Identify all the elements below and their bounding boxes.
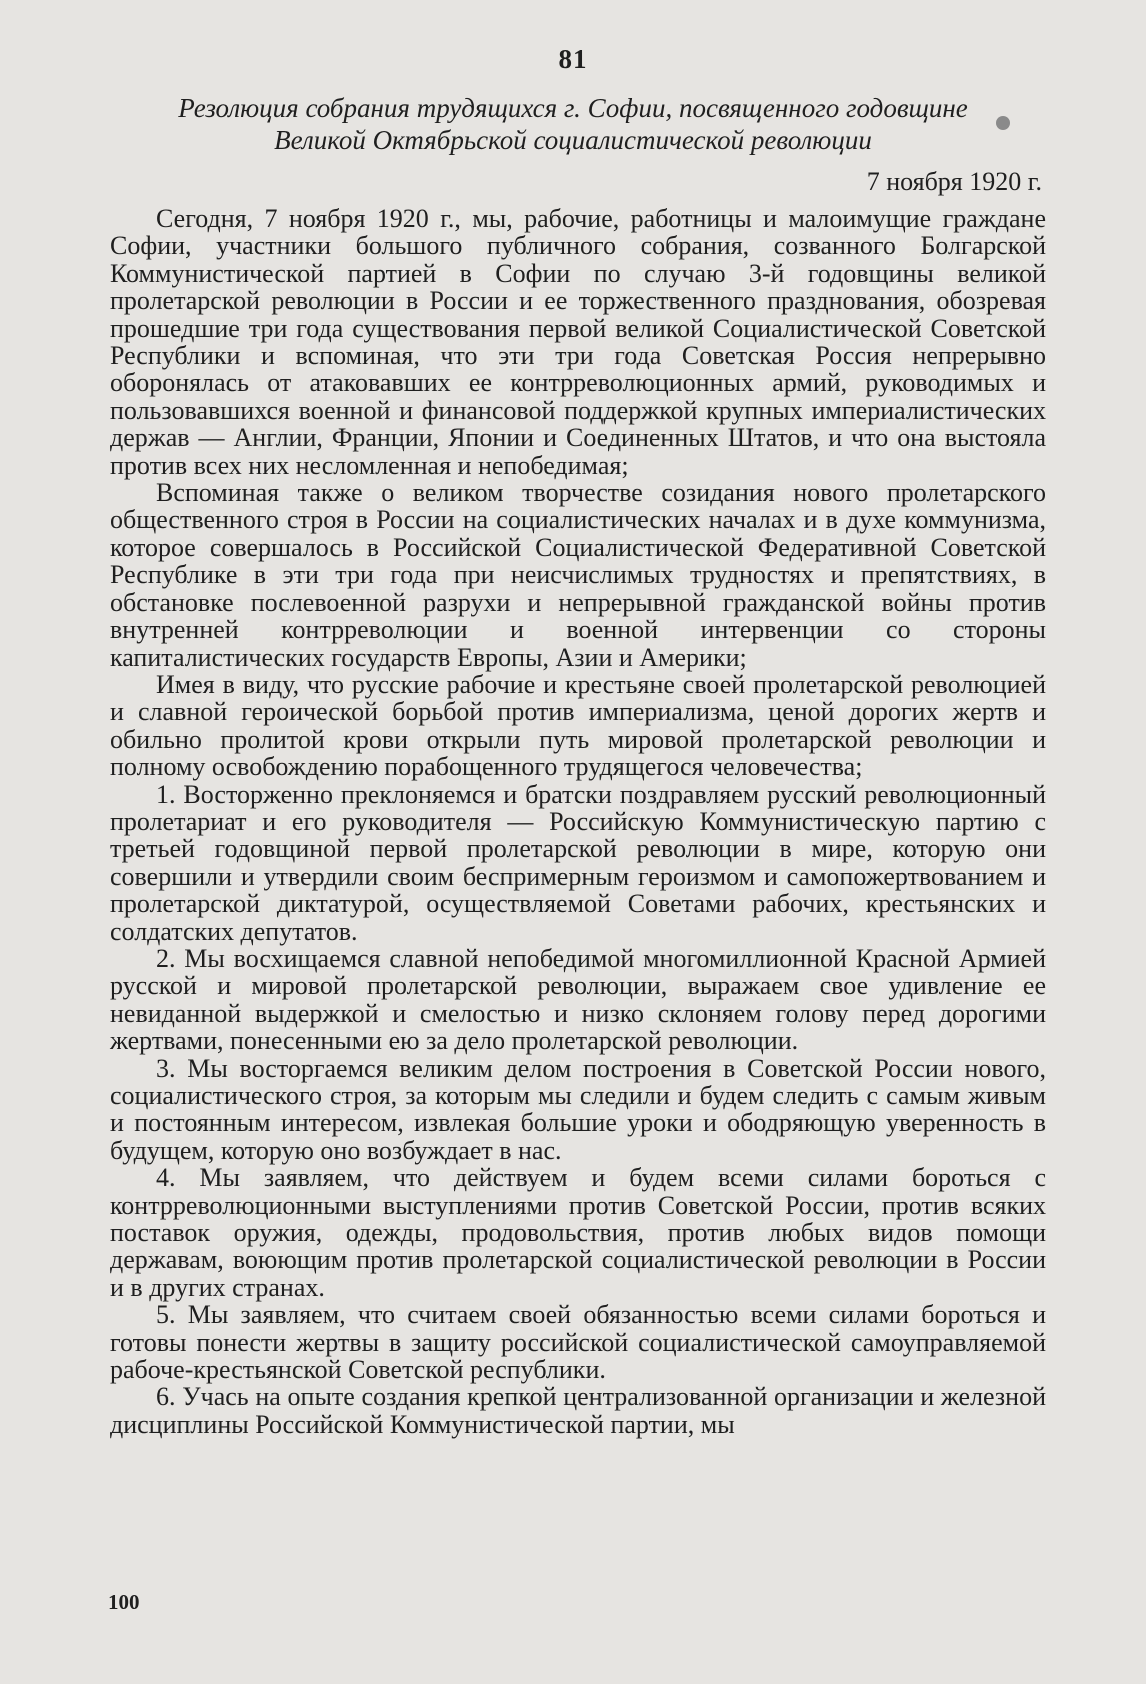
paragraph-1: Сегодня, 7 ноября 1920 г., мы, рабочие, работницы и малоимущие граждане Софии, участники большого публичного собрания, созванного Болгарской Коммунистической партией в Софии по случаю 3-й годовщины великой пролетарской революции в России и ее торжественного празднования, обозревая прошедшие три года существования первой великой Социалистической Советской Республики и вспоминая, что эти три года Советская Россия непрерывно оборонялась от атаковавших ее контрреволюционных армий, руководимых и пользовавшихся военной и финансовой поддержкой крупных империалистических держав — Англии, Франции, Японии и Соединенных Штатов, и что она выстояла против всех них несломленная и непобедимая;: [110, 204, 1046, 480]
paragraph-point-1: 1. Восторженно преклоняемся и братски поздравляем русский революционный пролетариат и его руководителя — Российскую Коммунистическую партию с третьей годовщиной первой пролетарской революции в мире, которую они совершили и утвердили своим беспримерным героизмом и самопожертвованием и пролетарской диктатурой, осуществляемой Советами рабочих, крестьянских и солдатских депутатов.: [110, 779, 1046, 946]
paragraph-point-2: 2. Мы восхищаемся славной непобедимой многомиллионной Красной Армией русской и мировой пролетарской революции, выражаем свое удивление ее невиданной выдержкой и смелостью и низко склоняем голову перед дорогими жертвами, понесенными ею за дело пролетарской революции.: [110, 943, 1046, 1056]
paragraph-point-4: 4. Мы заявляем, что действуем и будем всеми силами бороться с контрреволюционными выступлениями против Советской России, против всяких поставок оружия, одежды, продовольствия, против любых видов помощи державам, воюющим против пролетарской социалистической революции в России и в других странах.: [110, 1163, 1046, 1302]
document-number: 81: [558, 44, 588, 74]
paragraph-point-3: 3. Мы восторгаемся великим делом построения в Советской России нового, социалистического строя, за которым мы следили и будем следить с самым живым и постоянным интересом, извлекая большие уроки и ободряющую уверенность в будущем, которую оно возбуждает в нас.: [110, 1053, 1046, 1165]
paragraph-2: Вспоминая также о великом творчестве созидания нового пролетарского общественного строя в России на социалистических началах и в духе коммунизма, которое совершалось в Российской Социалистической Федеративной Советской Республике в эти три года при неисчислимых трудностях и препятствиях, в обстановке послевоенной разрухи и непрерывной гражданской войны против внутренней контрреволюции и военной интервенции со стороны капиталистических государств Европы, Азии и Америки;: [110, 478, 1046, 672]
paragraph-point-5: 5. Мы заявляем, что считаем своей обязанностью всеми силами бороться и готовы понести жертвы в защиту российской социалистической самоуправляемой рабоче-крестьянской Советской республики.: [110, 1300, 1046, 1385]
ink-dot: [996, 116, 1010, 130]
document-title: [106, 92, 1040, 156]
document-body: [110, 205, 1046, 1438]
title-line-2: Великой Октябрьской социалистической революции: [274, 125, 872, 155]
title-line-1: Резолюция собрания трудящихся г. Софии, посвященного годовщине: [178, 93, 968, 123]
paragraph-point-6: 6. Учась на опыте создания крепкой централизованной организации и железной дисциплины Российской Коммунистической партии, мы: [110, 1382, 1046, 1439]
document-date: 7 ноября 1920 г.: [866, 167, 1042, 196]
page-number: 100: [108, 1590, 140, 1614]
paragraph-3: Имея в виду, что русские рабочие и крестьяне своей пролетарской революцией и славной героической борьбой против империализма, ценой дорогих жертв и обильно пролитой крови открыли путь мировой пролетарской революции и полному освобождению порабощенного трудящегося человечества;: [110, 669, 1046, 782]
